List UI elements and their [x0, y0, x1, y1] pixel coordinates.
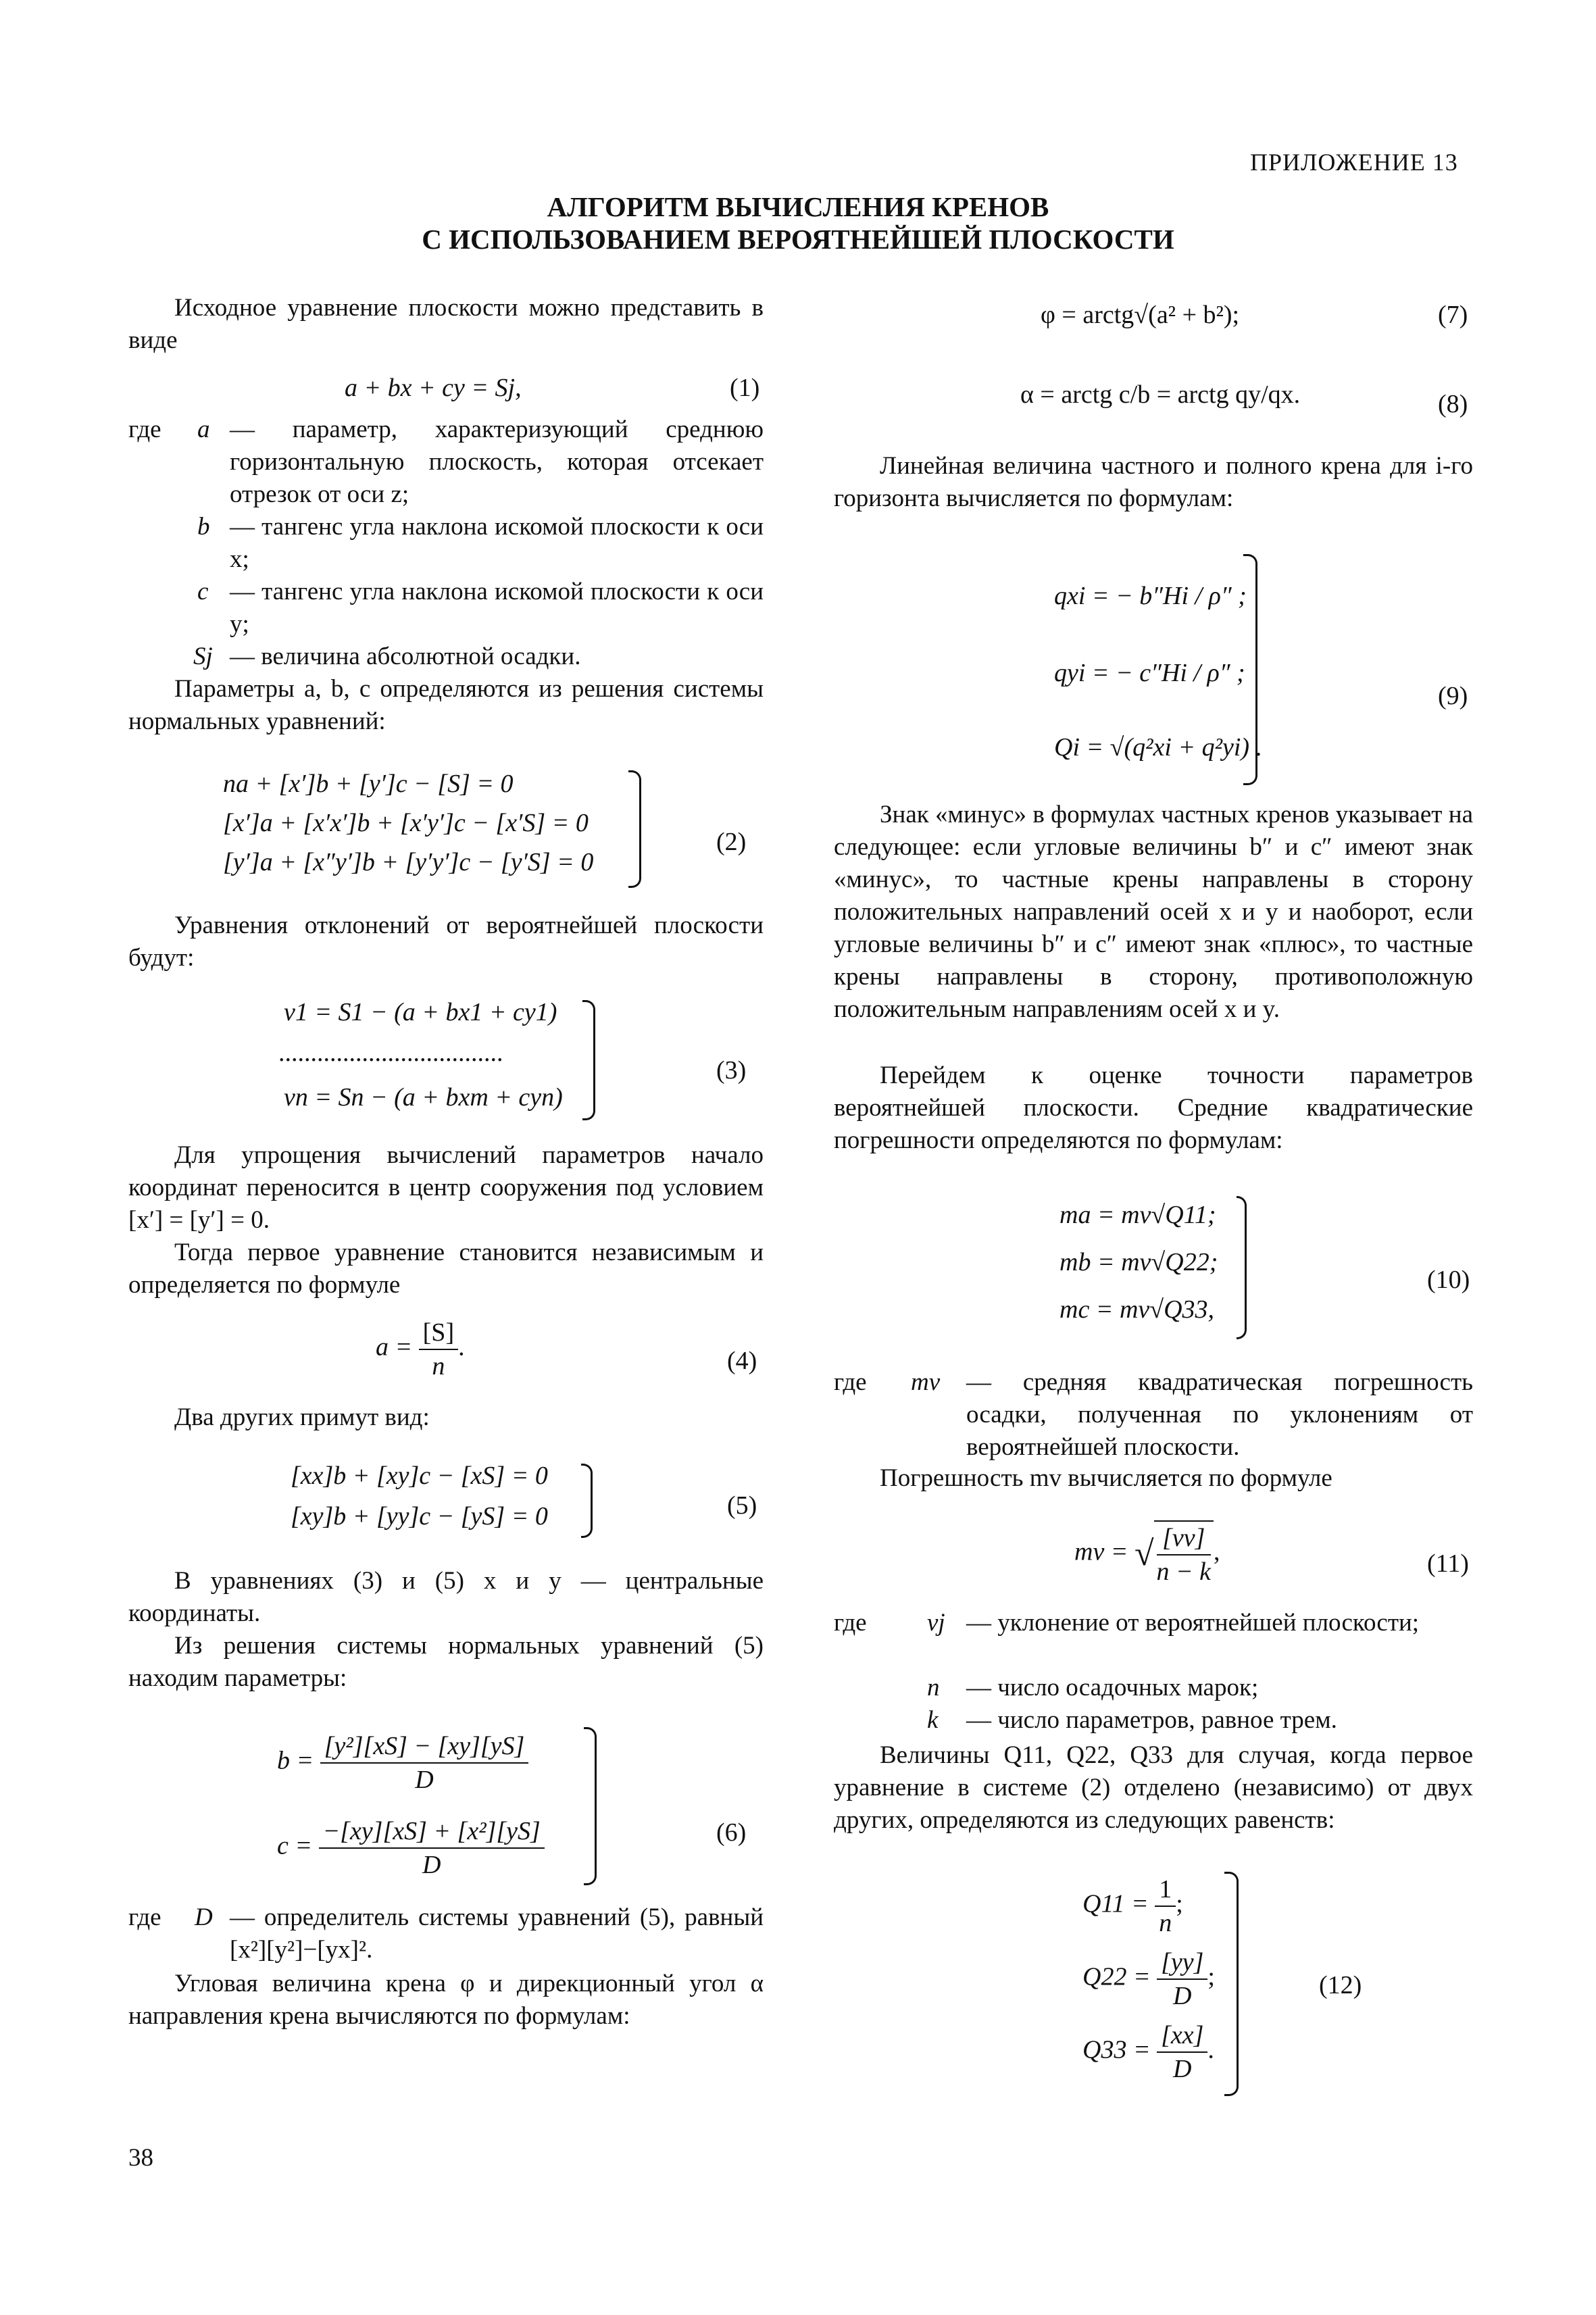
equation-1-number: (1)	[730, 374, 760, 402]
equation-11-number: (11)	[1427, 1549, 1469, 1578]
equation-6-c-numerator: −[xy][xS] + [x²][yS]	[319, 1815, 545, 1849]
equation-4-number: (4)	[727, 1347, 757, 1375]
equation-11-numerator: [vv]	[1157, 1522, 1212, 1555]
w2-where: где	[834, 1609, 867, 1637]
d-where: где	[128, 1903, 161, 1931]
equation-3-line3: vn = Sn − (a + bxm + cyn)	[284, 1083, 563, 1112]
equation-5-line2: [xy]b + [yy]c − [yS] = 0	[291, 1502, 548, 1530]
equation-9-line2: qyi = − c″Hi / ρ″ ;	[1054, 659, 1245, 687]
page-title-line2: С ИСПОЛЬЗОВАНИЕМ ВЕРОЯТНЕЙШЕЙ ПЛОСКОСТИ	[422, 224, 1174, 255]
equation-6-brace	[584, 1727, 597, 1885]
equation-2-line2: [x′]a + [x′x′]b + [x′y′]c − [x′S] = 0	[223, 809, 589, 837]
equation-3-line1: v1 = S1 − (a + bx1 + cy1)	[284, 998, 557, 1026]
k-definition: — число параметров, равное трем.	[966, 1706, 1337, 1734]
right-paragraph-2: Знак «минус» в формулах частных кренов указывает на следующее: если угловые величины b″ и c″ имеют знак «минус», то частные крены направлены в сторону положительных направлений осей x и y и наоборот, если угловые величины b″ и c″ имеют знак «плюс», то частные крены направлены в сторону, противоположную положительным направлениям осей x и y.	[834, 801, 1473, 1023]
equation-6-c-lhs: c =	[277, 1831, 313, 1860]
mv-definition: — средняя квадратическая погрешность осадки, полученная по уклонениям от вероятнейшей плоскости.	[966, 1368, 1473, 1461]
equation-10-line2: mb = mv√Q22;	[1059, 1248, 1218, 1276]
equation-5-line1: [xx]b + [xy]c − [xS] = 0	[291, 1462, 548, 1490]
def-c-symbol: c	[197, 578, 209, 605]
equation-3-number: (3)	[716, 1056, 747, 1085]
equation-8-number: (8)	[1438, 390, 1468, 418]
equation-9-brace	[1243, 554, 1257, 785]
equation-12-number: (12)	[1319, 1971, 1362, 1999]
equation-10-brace	[1237, 1196, 1247, 1339]
vj-symbol: vj	[927, 1609, 945, 1637]
page-number: 38	[128, 2144, 153, 2172]
mv-symbol: mv	[911, 1368, 941, 1396]
equation-12-q11-lhs: Q11 =	[1082, 1889, 1149, 1918]
left-paragraph-7: В уравнениях (3) и (5) x и y — центральные координаты.	[128, 1567, 764, 1627]
left-paragraph-2: Параметры a, b, c определяются из решения системы нормальных уравнений:	[128, 675, 764, 735]
left-paragraph-8: Из решения системы нормальных уравнений (5) находим параметры:	[128, 1632, 764, 1692]
def-s-symbol: Sj	[193, 643, 213, 670]
equation-4-lhs: a =	[376, 1333, 413, 1362]
equation-6-c-denominator: D	[422, 1851, 441, 1879]
equation-4: a = $\frac{[S]}{n}$ .	[376, 1316, 465, 1383]
d-definition: — определитель системы уравнений (5), равный [x²][y²]−[yx]².	[230, 1903, 764, 1964]
equation-4-denominator: n	[432, 1352, 445, 1380]
equation-12-q11-numerator: 1	[1155, 1873, 1176, 1907]
right-paragraph-1: Линейная величина частного и полного крена для i-го горизонта вычисляется по формулам:	[834, 452, 1473, 512]
equation-10-number: (10)	[1427, 1266, 1470, 1294]
equation-12-q22-numerator: [yy]	[1157, 1946, 1207, 1980]
equation-11: mv = √ $\frac{[vv]}{n - k}$ ,	[1074, 1520, 1220, 1588]
equation-6-b-denominator: D	[415, 1766, 434, 1794]
equation-12-q33-lhs: Q33 =	[1082, 2035, 1151, 2064]
equation-12-line3: Q33 = $\frac{[xx]}{D}$ .	[1082, 2019, 1214, 2085]
equation-12-q33-numerator: [xx]	[1157, 2019, 1207, 2053]
equation-6-c	[277, 1815, 545, 1881]
equation-11-denominator: n − k	[1156, 1558, 1212, 1586]
equation-12-q22-denominator: D	[1173, 1982, 1192, 2010]
n-symbol: n	[927, 1674, 940, 1701]
equation-12-line1: Q11 = $\frac{1}{n}$ ;	[1082, 1873, 1183, 1939]
equation-4-numerator: [S]	[419, 1316, 458, 1350]
equation-9-line1: qxi = − b″Hi / ρ″ ;	[1054, 582, 1247, 610]
equation-2-line3: [y′]a + [x″y′]b + [y′y′]c − [y′S] = 0	[223, 848, 594, 876]
def-s-text: — величина абсолютной осадки.	[230, 643, 581, 670]
left-paragraph-4: Для упрощения вычислений параметров начало координат переносится в центр сооружения под условием [x′] = [y′] = 0.	[128, 1141, 764, 1234]
left-paragraph-3: Уравнения отклонений от вероятнейшей плоскости будут:	[128, 912, 764, 972]
k-symbol: k	[927, 1706, 939, 1734]
mv-where: где	[834, 1368, 867, 1396]
left-paragraph-10: Угловая величина крена φ и дирекционный угол α направления крена вычисляются по формулам:	[128, 1970, 764, 2030]
right-paragraph-5: Величины Q11, Q22, Q33 для случая, когда первое уравнение в системе (2) отделено (независимо) от двух других, определяются из следующих равенств:	[834, 1741, 1473, 1834]
equation-1: a + bx + cy = Sj,	[345, 374, 522, 402]
equation-12-q33-denominator: D	[1173, 2055, 1192, 2083]
equation-9-number: (9)	[1438, 682, 1468, 710]
left-paragraph-6: Два других примут вид:	[174, 1403, 430, 1431]
equation-6-b-lhs: b =	[277, 1746, 314, 1775]
equation-3-brace	[582, 1000, 595, 1120]
equation-7-number: (7)	[1438, 301, 1468, 329]
def-a-text: — параметр, характеризующий среднюю горизонтальную плоскость, которая отсекает отрезок от оси z;	[230, 416, 764, 508]
def-b-text: — тангенс угла наклона искомой плоскости к оси x;	[230, 513, 764, 573]
def-a-symbol: a	[197, 416, 210, 443]
equation-2-line1: na + [x′]b + [y′]c − [S] = 0	[223, 770, 514, 798]
d-symbol: D	[195, 1903, 213, 1931]
definitions-where: где	[128, 416, 161, 443]
equation-12-q11-denominator: n	[1159, 1909, 1172, 1937]
page-title-line1: АЛГОРИТМ ВЫЧИСЛЕНИЯ КРЕНОВ	[547, 191, 1049, 222]
equation-6-number: (6)	[716, 1818, 747, 1847]
equation-2-number: (2)	[716, 828, 747, 856]
equation-10-line1: ma = mv√Q11;	[1059, 1201, 1216, 1229]
equation-6-b	[277, 1730, 528, 1796]
equation-12-q22-lhs: Q22 =	[1082, 1962, 1151, 1991]
equation-2-brace	[628, 770, 641, 888]
left-paragraph-5: Тогда первое уравнение становится независимым и определяется по формуле	[128, 1239, 764, 1299]
equation-7: φ = arctg√(a² + b²);	[1041, 301, 1240, 329]
equation-5-number: (5)	[727, 1491, 757, 1520]
equation-5-brace	[581, 1464, 593, 1538]
equation-11-lhs: mv =	[1074, 1537, 1128, 1566]
equation-6-b-numerator: [y²][xS] − [xy][yS]	[320, 1730, 529, 1764]
def-b-symbol: b	[197, 513, 210, 541]
right-paragraph-4: Погрешность mv вычисляется по формуле	[880, 1464, 1332, 1492]
appendix-label: ПРИЛОЖЕНИЕ 13	[1250, 149, 1458, 176]
equation-10-line3: mc = mv√Q33,	[1059, 1295, 1215, 1324]
vj-definition: — уклонение от вероятнейшей плоскости;	[966, 1609, 1420, 1637]
equation-12-brace	[1224, 1872, 1239, 2096]
right-paragraph-3: Перейдем к оценке точности параметров вероятнейшей плоскости. Средние квадратические погрешности определяются по формулам:	[834, 1062, 1473, 1154]
equation-3-line2: ...................................	[278, 1039, 503, 1067]
equation-9-line3: Qi = √(q²xi + q²yi) .	[1054, 733, 1263, 762]
n-definition: — число осадочных марок;	[966, 1674, 1259, 1701]
equation-12-line2: Q22 = $\frac{[yy]}{D}$ ;	[1082, 1946, 1215, 2012]
left-paragraph-1: Исходное уравнение плоскости можно представить в виде	[128, 294, 764, 354]
equation-8: α = arctg c/b = arctg qy/qx.	[1020, 380, 1301, 409]
def-c-text: — тангенс угла наклона искомой плоскости к оси y;	[230, 578, 764, 638]
